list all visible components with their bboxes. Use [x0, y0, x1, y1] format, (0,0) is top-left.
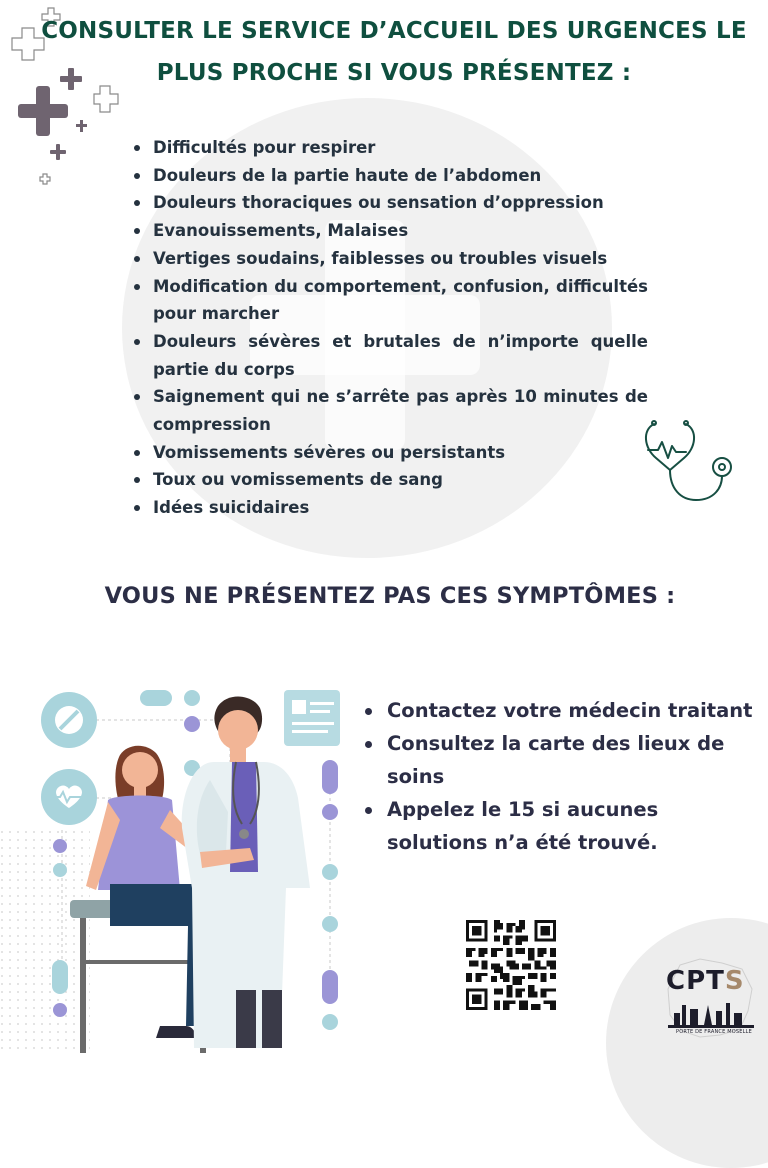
list-item: Difficultés pour respirer — [132, 134, 648, 162]
list-item: Vomissements sévères ou persistants — [132, 439, 648, 467]
symptom-list — [132, 134, 648, 522]
list-item: Douleurs sévères et brutales de n’importe quelle partie du corps — [132, 328, 648, 383]
qr-code — [466, 920, 556, 1010]
list-item: Saignement qui ne s’arrête pas après 10 minutes de compression — [132, 383, 648, 438]
list-item: Appelez le 15 si aucunes solutions n’a été trouvé. — [362, 793, 762, 859]
list-item: Douleurs thoraciques ou sensation d’oppression — [132, 189, 648, 217]
list-item: Consultez la carte des lieux de soins — [362, 727, 762, 793]
page-title: CONSULTER LE SERVICE D’ACCUEIL DES URGENCES LE PLUS PROCHE SI VOUS PRÉSENTEZ : — [41, 18, 747, 86]
list-item: Douleurs de la partie haute de l’abdomen — [132, 162, 648, 190]
doctor-patient-illustration — [0, 670, 360, 1053]
list-item: Evanouissements, Malaises — [132, 217, 648, 245]
list-item: Idées suicidaires — [132, 494, 648, 522]
list-item: Vertiges soudains, faiblesses ou troubles visuels — [132, 245, 648, 273]
list-item: Toux ou vomissements de sang — [132, 466, 648, 494]
stethoscope-icon — [640, 410, 750, 510]
advice-list — [362, 694, 762, 859]
section-subtitle: VOUS NE PRÉSENTEZ PAS CES SYMPTÔMES : — [104, 583, 676, 609]
logo-name: CPTS — [666, 966, 745, 996]
logo-subtitle: PORTE DE FRANCE MOSELLE — [676, 1029, 752, 1035]
list-item: Contactez votre médecin traitant — [362, 694, 762, 727]
list-item: Modification du comportement, confusion, difficultés pour marcher — [132, 273, 648, 328]
